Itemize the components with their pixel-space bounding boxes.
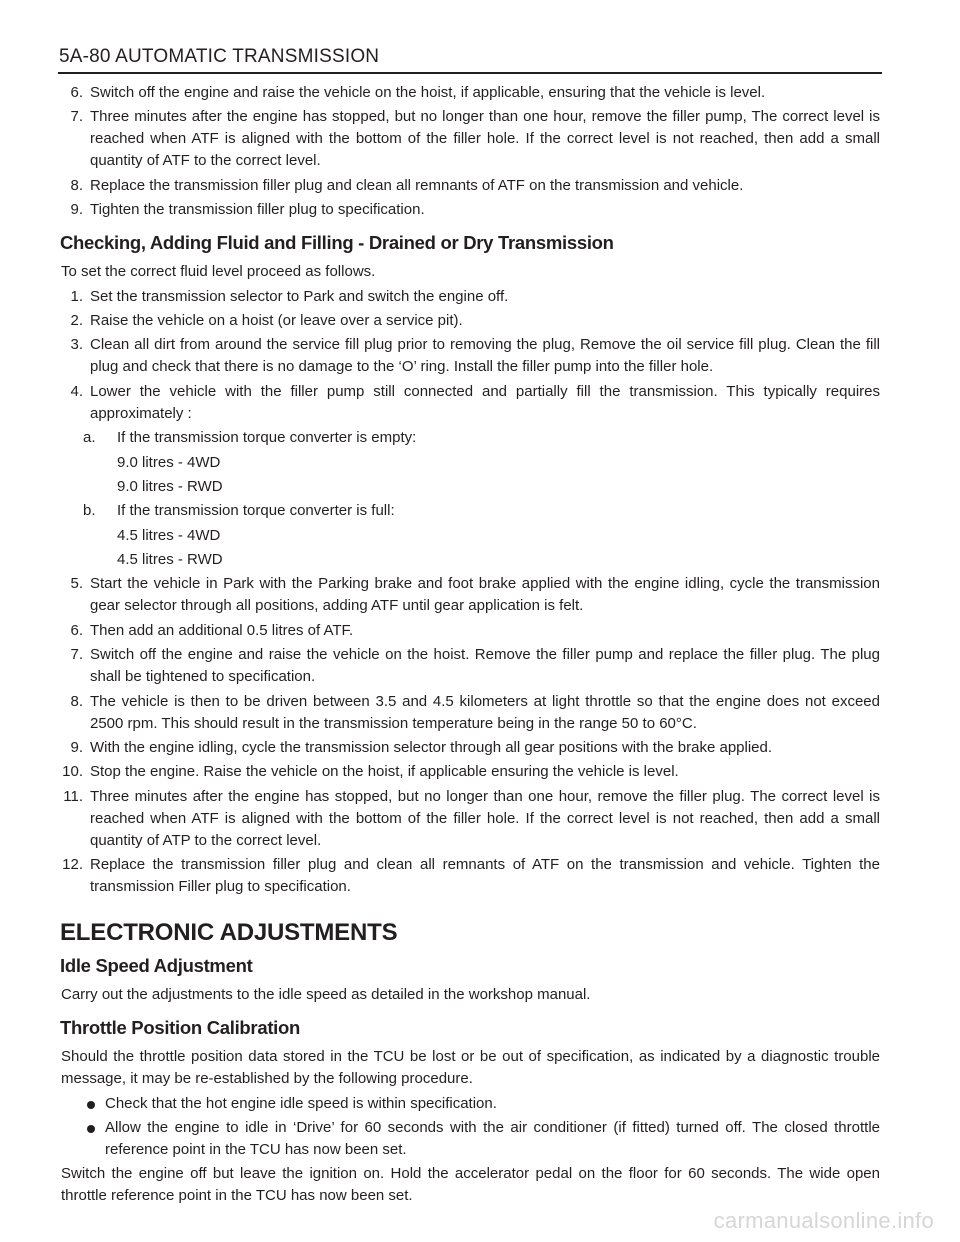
fluid-value	[61, 452, 880, 474]
step-text: With the engine idling, cycle the transmission selector through all gear positions with the brake applied.	[90, 739, 773, 757]
throttle-paragraph: Should the throttle position data stored in the TCU be lost or be out of specification, as indicated by a diagnostic trouble message, it may be re-established by the following procedure.	[61, 1048, 880, 1088]
idle-paragraph: Carry out the adjustments to the idle speed as detailed in the workshop manual.	[61, 986, 591, 1004]
step-number: 12.	[62, 856, 83, 874]
list-item	[61, 786, 880, 852]
sub-item-text: If the transmission torque converter is full:	[117, 502, 395, 520]
list-item	[61, 761, 880, 783]
sub-item-text: If the transmission torque converter is empty:	[117, 429, 417, 447]
fluid-value	[61, 525, 880, 547]
list-item	[61, 310, 880, 332]
step-number: 2.	[70, 311, 83, 329]
subsection-heading-throttle: Throttle Position Calibration	[60, 1017, 301, 1039]
step-text: Stop the engine. Raise the vehicle on the hoist, if applicable ensuring the vehicle is level.	[90, 763, 679, 781]
bullet-item	[61, 1117, 880, 1161]
step-text: Raise the vehicle on a hoist (or leave over a service pit).	[90, 311, 463, 329]
sub-item-empty-converter	[61, 427, 880, 449]
section-heading-dry-fill: Checking, Adding Fluid and Filling - Drained or Dry Transmission	[60, 232, 614, 254]
section-heading-electronic: ELECTRONIC ADJUSTMENTS	[60, 919, 398, 947]
step-text: Clean all dirt from around the service fill plug prior to removing the plug, Remove the oil service fill plug. Clean the fill plug and check that there is no damage to the ‘O’ ring. Install the filler pump into the filler hole.	[90, 336, 880, 376]
step-number: 7.	[70, 108, 83, 126]
step-text: Set the transmission selector to Park and switch the engine off.	[90, 287, 509, 305]
intro-steps	[61, 82, 880, 221]
list-item	[61, 199, 880, 221]
list-item	[61, 175, 880, 197]
step-number: 8.	[70, 692, 83, 710]
list-item	[61, 691, 880, 735]
fluid-value-text: 9.0 litres - 4WD	[117, 453, 221, 471]
watermark: carmanualsonline.info	[713, 1208, 934, 1233]
step-number: 8.	[70, 176, 83, 194]
list-item	[61, 334, 880, 378]
step-number: 6.	[70, 84, 83, 101]
list-item	[61, 381, 880, 425]
step-number: 1.	[70, 287, 83, 305]
bullet-text: Check that the hot engine idle speed is within specification.	[105, 1094, 497, 1112]
bullet-item	[61, 1093, 880, 1115]
fluid-value	[61, 549, 880, 571]
fluid-value-text: 9.0 litres - RWD	[117, 477, 223, 495]
step-text: Then add an additional 0.5 litres of ATF.	[90, 621, 354, 639]
step-number: 3.	[70, 336, 83, 354]
step-text: Lower the vehicle with the filler pump still connected and partially fill the transmission. This typically requires approximately :	[90, 382, 880, 422]
list-item	[61, 82, 880, 104]
dry-fill-steps-a	[61, 286, 880, 425]
page-header: 5A-80 AUTOMATIC TRANSMISSION	[58, 46, 882, 74]
sub-item-letter: a.	[83, 429, 96, 447]
step-text: Tighten the transmission filler plug to specification.	[90, 201, 425, 219]
fluid-value-text: 4.5 litres - 4WD	[117, 526, 221, 544]
closing-paragraph: Switch the engine off but leave the ignition on. Hold the accelerator pedal on the floor for 60 seconds. The wide open throttle reference point in the TCU has now been set.	[61, 1165, 880, 1205]
fluid-value-text: 4.5 litres - RWD	[117, 551, 223, 569]
step-number: 11.	[63, 787, 83, 805]
step-number: 9.	[70, 201, 83, 219]
fluid-value	[61, 476, 880, 498]
step-text: Switch off the engine and raise the vehicle on the hoist, if applicable, ensuring that the vehicle is level.	[90, 84, 766, 101]
step-number: 4.	[70, 382, 83, 400]
step-text: Three minutes after the engine has stopped, but no longer than one hour, remove the filler pump, The correct level is reached when ATF is aligned with the bottom of the filler hole. If the correct level is not reached, then add a small quantity of ATF to the correct level.	[90, 108, 880, 170]
sub-item-full-converter	[61, 500, 880, 522]
manual-page	[61, 46, 880, 1210]
list-item	[61, 644, 880, 688]
step-text: Replace the transmission filler plug and clean all remnants of ATF on the transmission and vehicle.	[90, 176, 744, 194]
step-number: 5.	[70, 575, 83, 593]
step-number: 6.	[70, 621, 83, 639]
sub-item-letter: b.	[83, 502, 96, 520]
list-item	[61, 737, 880, 759]
step-text: Switch off the engine and raise the vehicle on the hoist. Remove the filler pump and replace the filler plug. The plug shall be tightened to specification.	[90, 646, 880, 686]
step-text: Replace the transmission filler plug and clean all remnants of ATF on the transmission and vehicle. Tighten the transmission Filler plug to specification.	[90, 856, 880, 896]
step-number: 7.	[70, 646, 83, 664]
list-item	[61, 106, 880, 172]
list-item	[61, 573, 880, 617]
bullet-dot-icon	[87, 1101, 95, 1109]
step-text: The vehicle is then to be driven between 3.5 and 4.5 kilometers at light throttle so that the engine does not exceed 2500 rpm. This should result in the transmission temperature being in the range 50 to 60°C.	[90, 692, 880, 732]
dry-fill-steps-b	[61, 573, 880, 898]
subsection-heading-idle: Idle Speed Adjustment	[60, 955, 253, 977]
section-lead: To set the correct fluid level proceed as follows.	[61, 263, 376, 281]
bullet-dot-icon	[87, 1125, 95, 1133]
page-content	[61, 82, 880, 1207]
step-text: Start the vehicle in Park with the Parking brake and foot brake applied with the engine idling, cycle the transmission gear selector through all positions, adding ATF until gear application is felt.	[90, 575, 880, 615]
step-text: Three minutes after the engine has stopped, but no longer than one hour, remove the filler plug. The correct level is reached when ATF is aligned with the bottom of the filler hole. If the correct level is not reached, then add a small quantity of ATP to the correct level.	[90, 787, 880, 849]
list-item	[61, 854, 880, 898]
list-item	[61, 620, 880, 642]
step-number: 9.	[70, 739, 83, 757]
bullet-text: Allow the engine to idle in ‘Drive’ for 60 seconds with the air conditioner (if fitted) turned off. The closed throttle reference point in the TCU has now been set.	[105, 1118, 880, 1158]
list-item	[61, 286, 880, 308]
step-number: 10.	[62, 763, 83, 781]
